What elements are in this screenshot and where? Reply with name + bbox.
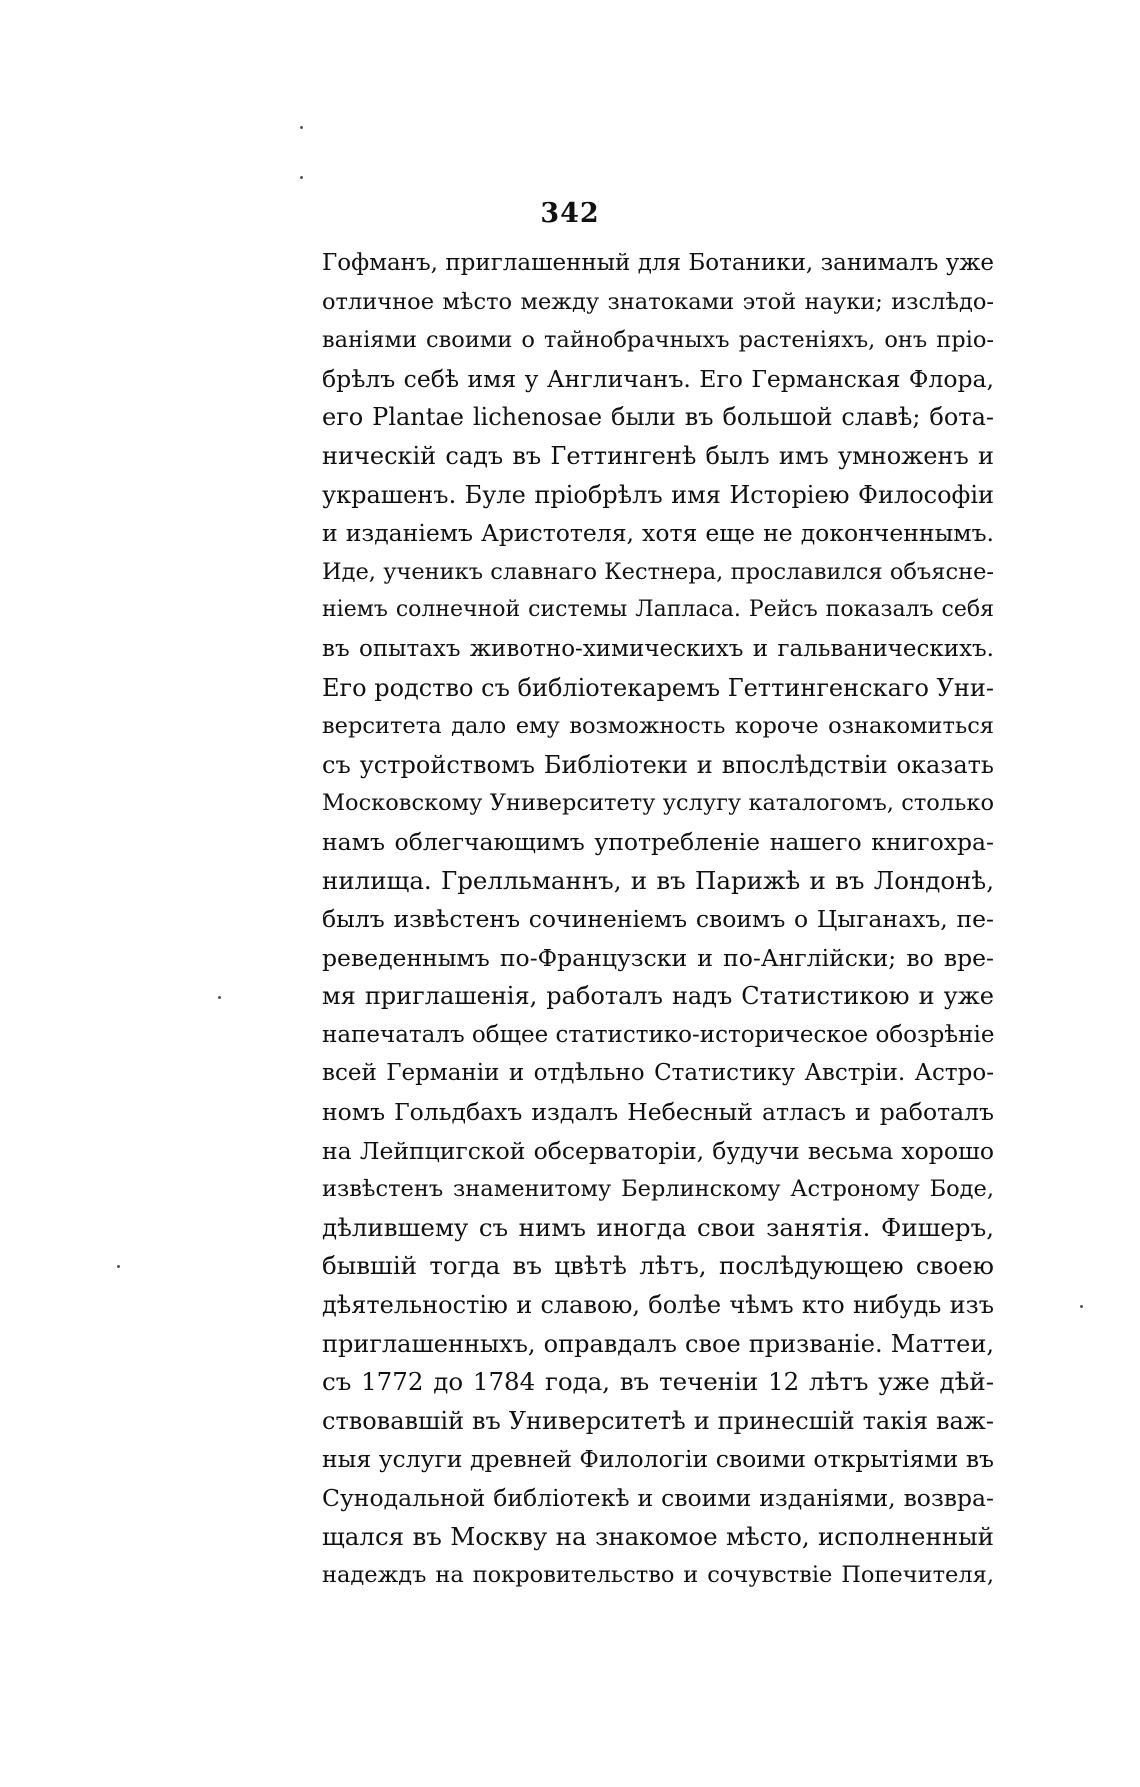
text-line: напечаталъ общее статистико-историческое обозрѣніе	[322, 1021, 994, 1048]
text-line: приглашенныхъ, оправдалъ свое призваніе. Маттеи,	[322, 1329, 994, 1358]
text-line: на Лейпцигской обсерваторіи, будучи весьма хорошо	[322, 1136, 994, 1165]
text-line: Иде, ученикъ славнаго Кестнера, прославился объясне-	[322, 558, 994, 585]
scan-speck	[218, 996, 221, 999]
text-line: извѣстенъ знаменитому Берлинскому Астроному Боде,	[322, 1176, 994, 1203]
text-line: съ 1772 до 1784 года, въ теченіи 12 лѣтъ уже дѣй-	[322, 1367, 994, 1397]
text-line: Его родство съ библіотекаремъ Геттингенскаго Уни-	[322, 673, 994, 702]
text-line: надеждъ на покровительство и сочувствіе Попечителя,	[322, 1562, 994, 1589]
text-line: нилища. Грелльманнъ, и въ Парижѣ и въ Лондонѣ,	[322, 865, 994, 895]
text-line: ствовавшій въ Университетѣ и принесшій такія важ-	[322, 1406, 994, 1435]
text-line: и изданіемъ Аристотеля, хотя еще не доконченнымъ.	[322, 519, 994, 548]
text-line: намъ облегчающимъ употребленіе нашего книгохра-	[322, 827, 994, 856]
text-line: мя приглашенія, работалъ надъ Статистикою и уже	[322, 982, 994, 1011]
text-line: реведеннымъ по-Французски и по-Англійски; во вре-	[322, 943, 994, 972]
text-line: ніемъ солнечной системы Лапласа. Рейсъ показалъ себя	[322, 597, 994, 623]
text-line: номъ Гольдбахъ издалъ Небесный атласъ и работалъ	[322, 1098, 994, 1127]
text-line: его Plantae lichenosae были въ большой славѣ; бота-	[322, 403, 994, 432]
text-line: Гофманъ, приглашенный для Ботаники, занималъ уже	[322, 250, 994, 276]
scan-speck	[117, 1265, 120, 1268]
text-line: всей Германіи и отдѣльно Статистику Австріи. Астро-	[322, 1060, 994, 1087]
text-line: дѣлившему съ нимъ иногда свои занятія. Фишеръ,	[322, 1212, 994, 1242]
text-line: ническій садъ въ Геттингенѣ былъ имъ умноженъ и	[322, 441, 994, 470]
text-line: украшенъ. Буле пріобрѣлъ имя Исторіею Философіи	[322, 480, 994, 509]
text-line: ваніями своими о тайнобрачныхъ растеніяхъ, онъ пріо-	[322, 327, 994, 354]
text-line: дѣятельностію и славою, болѣе чѣмъ кто нибудь изъ	[322, 1291, 994, 1320]
text-line: былъ извѣстенъ сочиненіемъ своимъ о Цыганахъ, пе-	[322, 905, 994, 934]
page-number: 342	[540, 198, 600, 229]
scan-speck	[300, 176, 303, 179]
scan-speck	[1080, 1305, 1083, 1308]
body-text	[322, 244, 994, 1595]
text-line: Московскому Университету услугу каталогомъ, столько	[322, 790, 994, 817]
text-line: въ опытахъ животно-химическихъ и гальваническихъ.	[322, 635, 994, 662]
text-line: бывшій тогда въ цвѣтѣ лѣтъ, послѣдующею своею	[322, 1251, 994, 1281]
text-line: ныя услуги древней Филологіи своими открытіями въ	[322, 1445, 994, 1474]
text-line: верситета дало ему возможность короче ознакомиться	[322, 713, 994, 740]
text-line: отличное мѣсто между знатоками этой науки; изслѣдо-	[322, 288, 994, 315]
text-line: щался въ Москву на знакомое мѣсто, исполненный	[322, 1521, 994, 1551]
text-line: Сунодальной библіотекѣ и своими изданіями, возвра-	[322, 1484, 994, 1512]
scan-speck	[300, 126, 303, 129]
text-line: брѣлъ себѣ имя у Англичанъ. Его Германская Флора,	[322, 364, 994, 393]
text-line: съ устройствомъ Библіотеки и впослѣдствіи оказать	[322, 750, 994, 779]
